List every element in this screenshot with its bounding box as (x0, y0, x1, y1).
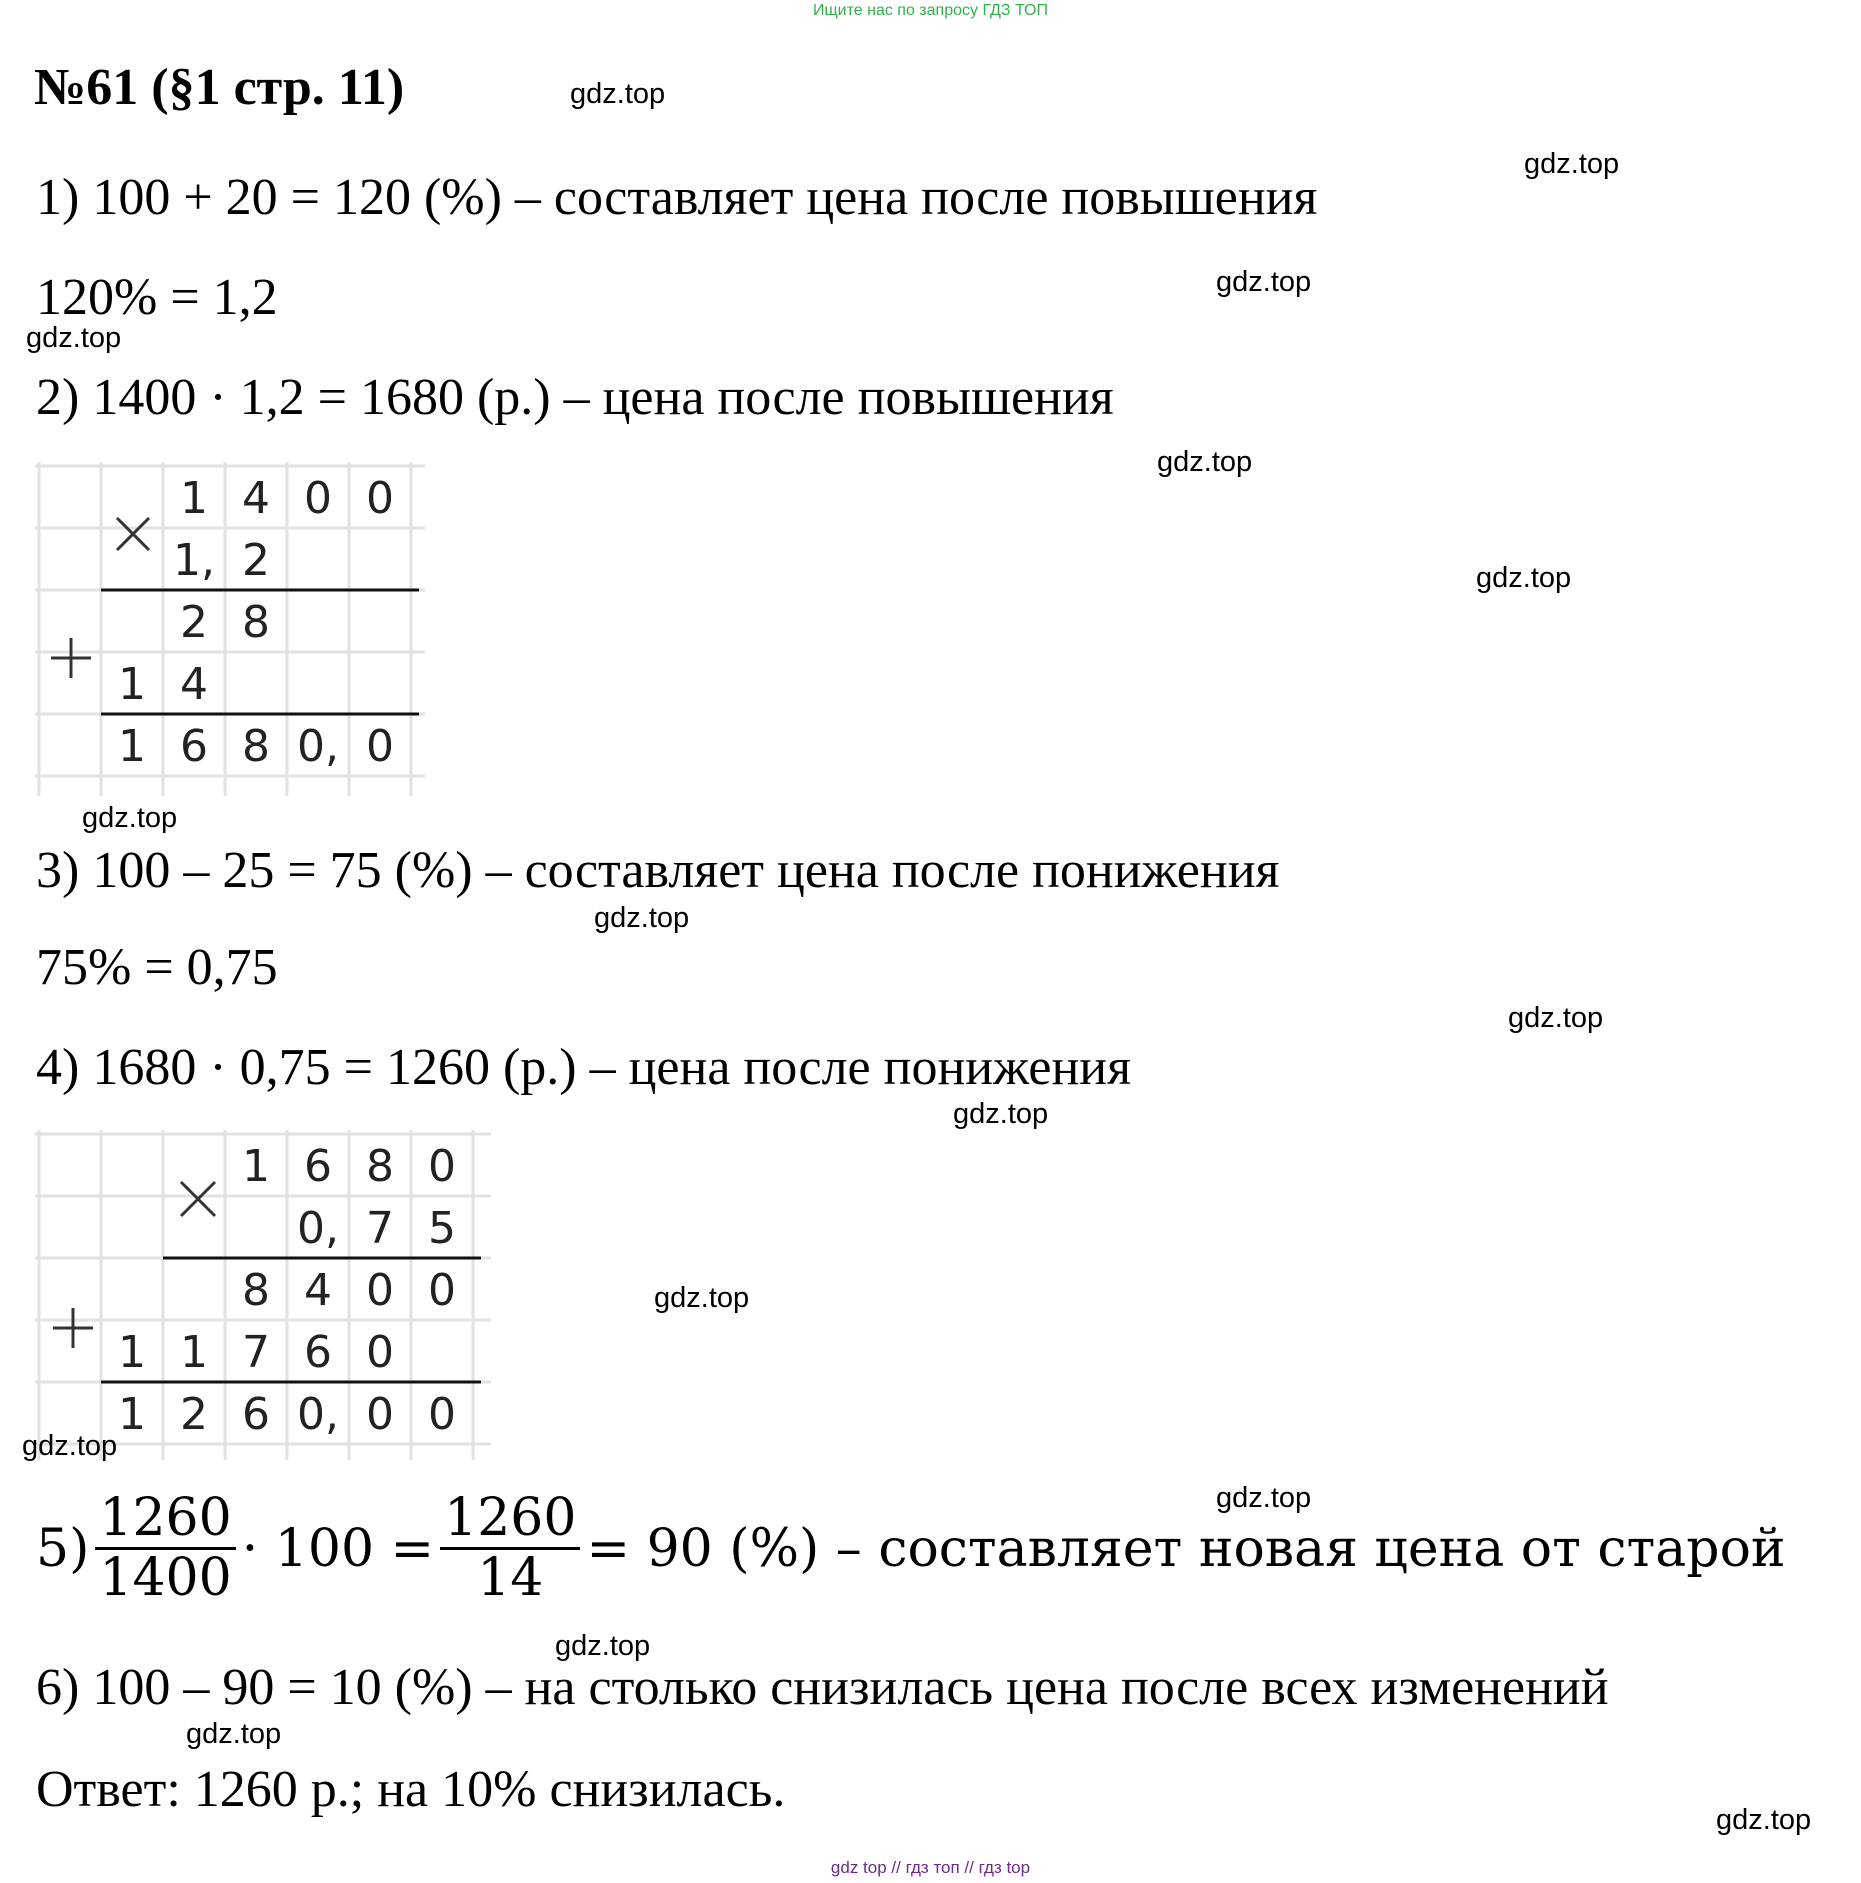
grid-digit: 6 (242, 1389, 270, 1440)
step-4: 4) 1680 · 0,75 = 1260 (р.) – цена после понижения (36, 1039, 1132, 1096)
grid-digit: 8 (242, 1265, 270, 1316)
fraction-1 (95, 1490, 235, 1607)
grid-digit: 1 (118, 1389, 146, 1440)
grid-digit: 0, (297, 1389, 339, 1440)
answer: Ответ: 1260 р.; на 10% снизилась. (36, 1761, 786, 1818)
fraction-1-denominator: 1400 (99, 1548, 232, 1609)
grid-digit: 0 (366, 1327, 394, 1378)
fraction-1-numerator: 1260 (95, 1490, 235, 1550)
watermark: gdz.top (82, 802, 178, 834)
watermark: gdz.top (1216, 1482, 1312, 1514)
grid-digit: 0 (366, 1389, 394, 1440)
multiply-sign (181, 1182, 215, 1216)
step-5-prefix: 5) (36, 1518, 90, 1579)
watermark: gdz.top (654, 1282, 750, 1314)
watermark: gdz.top (1524, 148, 1620, 180)
step-5-middle: · 100 = (241, 1518, 435, 1579)
grid-digit: 7 (242, 1327, 270, 1378)
step-3: 3) 100 – 25 = 75 (%) – составляет цена после понижения (36, 842, 1280, 899)
watermark: gdz.top (570, 78, 666, 110)
grid-digit: 2 (180, 597, 208, 648)
grid-digit: 1 (180, 473, 208, 524)
watermark: gdz.top (1157, 446, 1253, 478)
watermark: gdz.top (26, 322, 122, 354)
grid-digit: 1 (118, 721, 146, 772)
watermark: gdz.top (1716, 1804, 1812, 1836)
multiplication-grid-1 (35, 462, 429, 796)
watermark: gdz.top (594, 902, 690, 934)
grid-digit: 4 (304, 1265, 332, 1316)
grid-digit: 0, (297, 1203, 339, 1254)
step-2: 2) 1400 · 1,2 = 1680 (р.) – цена после повышения (36, 369, 1114, 426)
step-3-percent: 75% = 0,75 (36, 939, 278, 996)
multiplication-grid-2 (35, 1130, 495, 1460)
grid-digit: 0, (297, 721, 339, 772)
grid-digit: 2 (180, 1389, 208, 1440)
multiply-sign (117, 518, 149, 550)
watermark: gdz.top (22, 1430, 118, 1462)
step-1-percent: 120% = 1,2 (36, 269, 278, 326)
grid-digit: 8 (242, 597, 270, 648)
page-title: №61 (§1 стр. 11) (34, 59, 405, 116)
footer-links: gdz top // гдз топ // гдз top (830, 1858, 1031, 1877)
grid-digit: 1 (242, 1141, 270, 1192)
plus-sign (51, 638, 91, 678)
step-1: 1) 100 + 20 = 120 (%) – составляет цена после повышения (36, 169, 1318, 226)
grid-digit: 1, (173, 535, 215, 586)
grid-digit: 7 (366, 1203, 394, 1254)
watermark: gdz.top (1476, 562, 1572, 594)
fraction-2-numerator: 1260 (440, 1490, 580, 1550)
grid-digit: 8 (242, 721, 270, 772)
grid-digit: 0 (428, 1389, 456, 1440)
watermark: gdz.top (1216, 266, 1312, 298)
grid-digit: 6 (304, 1327, 332, 1378)
grid-digit: 2 (242, 535, 270, 586)
step-5-suffix: = 90 (%) – составляет новая цена от старой (586, 1518, 1786, 1579)
grid-digit: 5 (428, 1203, 456, 1254)
grid-digit: 1 (118, 1327, 146, 1378)
watermark: gdz.top (186, 1718, 282, 1750)
plus-sign (53, 1308, 93, 1348)
fraction-2-denominator: 14 (477, 1548, 544, 1609)
step-5 (36, 1490, 1786, 1607)
watermark: gdz.top (1508, 1002, 1604, 1034)
grid-digit: 1 (180, 1327, 208, 1378)
grid-digit: 0 (366, 721, 394, 772)
step-6: 6) 100 – 90 = 10 (%) – на столько снизилась цена после всех изменений (36, 1659, 1609, 1716)
grid-digit: 0 (366, 1265, 394, 1316)
grid-digit: 0 (428, 1265, 456, 1316)
grid-digit: 6 (304, 1141, 332, 1192)
top-search-note: Ищите нас по запросу ГДЗ ТОП (813, 2, 1048, 19)
watermark: gdz.top (953, 1098, 1049, 1130)
grid-digit: 4 (180, 659, 208, 710)
fraction-2 (440, 1490, 580, 1607)
grid-digit: 0 (366, 473, 394, 524)
grid-digit: 4 (242, 473, 270, 524)
grid-digit: 0 (428, 1141, 456, 1192)
grid-digit: 0 (304, 473, 332, 524)
watermark: gdz.top (555, 1630, 651, 1662)
grid-digit: 6 (180, 721, 208, 772)
grid-digit: 1 (118, 659, 146, 710)
grid-digit: 8 (366, 1141, 394, 1192)
